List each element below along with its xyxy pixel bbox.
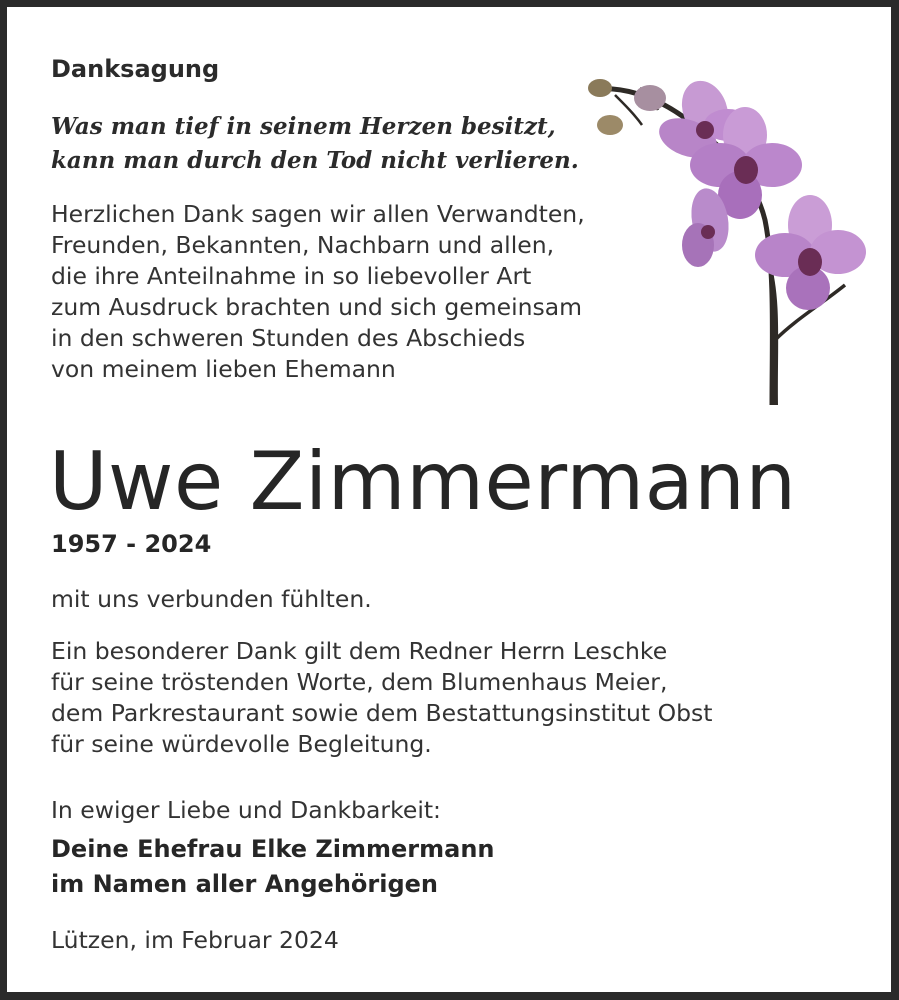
special-thanks-line: Ein besonderer Dank gilt dem Redner Herrn Leschke xyxy=(51,637,668,665)
life-years: 1957 - 2024 xyxy=(51,530,212,558)
special-thanks-text xyxy=(51,636,712,760)
after-name-text: mit uns verbunden fühlten. xyxy=(51,585,372,613)
deceased-name: Uwe Zimmermann xyxy=(49,435,797,528)
intro-line: Freunden, Bekannten, Nachbarn und allen, xyxy=(51,231,555,259)
special-thanks-line: dem Parkrestaurant sowie dem Bestattungsinstitut Obst xyxy=(51,699,713,727)
notice-heading: Danksagung xyxy=(51,55,220,83)
place-date: Lützen, im Februar 2024 xyxy=(51,926,339,954)
signatory-line: im Namen aller Angehörigen xyxy=(51,870,439,898)
closing-text: In ewiger Liebe und Dankbarkeit: xyxy=(51,796,441,824)
quote-line: Was man tief in seinem Herzen besitzt, xyxy=(51,113,556,140)
quote xyxy=(51,110,579,178)
special-thanks-line: für seine würdevolle Begleitung. xyxy=(51,730,432,758)
quote-line: kann man durch den Tod nicht verlieren. xyxy=(51,147,579,174)
orchid-image xyxy=(580,70,870,410)
special-thanks-line: für seine tröstenden Worte, dem Blumenhaus Meier, xyxy=(51,668,668,696)
intro-line: die ihre Anteilnahme in so liebevoller Art xyxy=(51,262,532,290)
intro-line: Herzlichen Dank sagen wir allen Verwandten, xyxy=(51,200,585,228)
intro-line: zum Ausdruck brachten und sich gemeinsam xyxy=(51,293,583,321)
intro-text xyxy=(51,199,585,385)
intro-line: in den schweren Stunden des Abschieds xyxy=(51,324,526,352)
signatories xyxy=(51,832,495,902)
signatory-line: Deine Ehefrau Elke Zimmermann xyxy=(51,835,495,863)
intro-line: von meinem lieben Ehemann xyxy=(51,355,396,383)
